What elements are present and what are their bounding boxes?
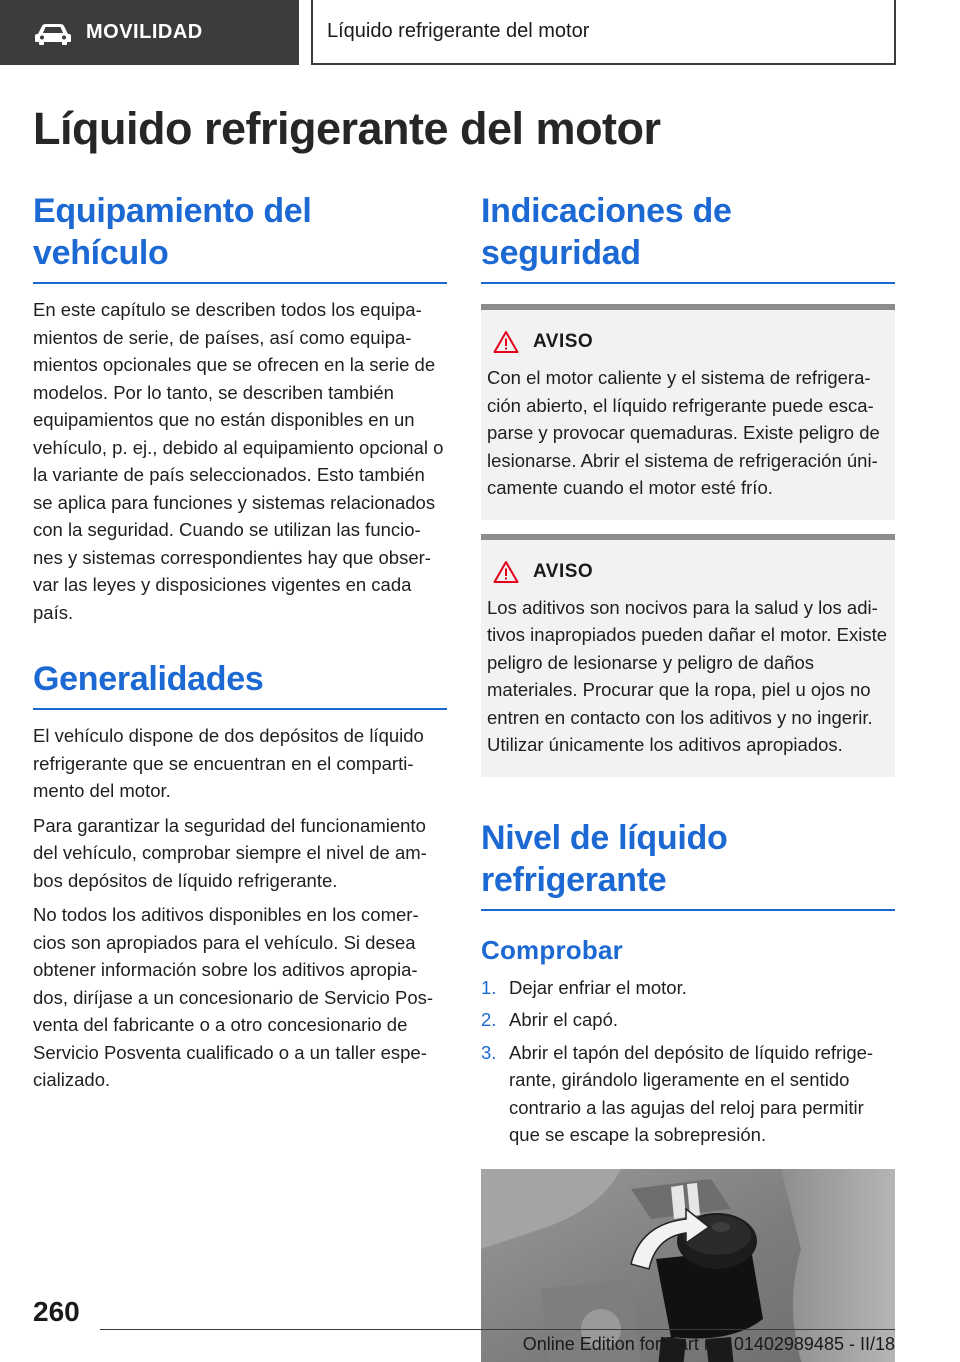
list-item (481, 1039, 895, 1149)
step-text: Abrir el tapón del depósito de líquido refrige-rante, girándolo ligeramente en el sentido contrario a las agujas del reloj para permitir que se escape la sobrepresión. (509, 1041, 874, 1145)
chapter-tab[interactable] (0, 0, 299, 65)
page-number: 260 (33, 1296, 80, 1327)
breadcrumb-label: Líquido refrigerante del motor (327, 20, 590, 42)
step-text: Abrir el capó. (509, 1009, 618, 1030)
page-title: Líquido refrigerante del motor (33, 103, 661, 154)
warning-title: AVISO (533, 331, 594, 352)
coolant-level-heading: Nivel de líquido refrigerante (481, 817, 895, 911)
warning-triangle-icon (493, 560, 519, 584)
equipment-heading: Equipamiento del vehículo (33, 190, 447, 284)
safety-heading: Indicaciones de seguridad (481, 190, 895, 284)
warning-triangle-icon (493, 330, 519, 354)
step-number: 3. (481, 1041, 497, 1063)
check-subheading: Comprobar (481, 934, 623, 965)
general-paragraph-1: El vehículo dispone de dos depósitos de líquido refrigerante que se encuentran en el comparti-mento del motor. (33, 725, 424, 801)
steps-list (481, 974, 895, 1149)
list-item (481, 1006, 895, 1034)
right-column (481, 190, 895, 1362)
warning-text: Con el motor caliente y el sistema de refrigera-ción abierto, el líquido refrigerante puede esca-parse y provocar quemaduras. Existe peligro de lesionarse. Abrir el sistema de refrigeración úni-camente cuando el motor esté frío. (487, 367, 880, 498)
footer-divider (100, 1329, 895, 1330)
car-icon (34, 21, 72, 45)
general-paragraph-3: No todos los aditivos disponibles en los comer-cios son apropiados para el vehículo. Si desea obtener información sobre los aditivos apropia-dos, diríjase a un concesionario de Servicio Pos-venta del fabricante o a otro concesionario de Servicio Posventa cualificado o a un taller espe-cializado. (33, 904, 434, 1090)
breadcrumb (311, 0, 896, 65)
list-item (481, 974, 895, 1002)
edition-note: Online Edition for Part no. 01402989485 - II/18 (522, 1334, 895, 1354)
chapter-tab-label: MOVILIDAD (86, 21, 203, 43)
equipment-text: En este capítulo se describen todos los equipa-mientos de serie, de países, así como equipa-mientos opcionales que se ofrecen en la serie de modelos. Por lo tanto, se describen también equipamientos que no están disponibles en un vehículo, p. ej., debido al equipamiento opcional o la variante de país seleccionados. Esto también se aplica para funciones y sistemas relacionados con la seguridad. Cuando se utilizan las funcio-nes y sistemas correspondientes hay que obser-var las leyes y disposiciones vigentes en cada país. (33, 299, 444, 623)
warning-box (481, 534, 895, 777)
engine-bay-illustration (481, 1169, 895, 1362)
warning-title: AVISO (533, 560, 594, 582)
general-heading: Generalidades (33, 658, 447, 710)
general-paragraph-2: Para garantizar la seguridad del funcionamiento del vehículo, comprobar siempre el nivel de am-bos depósitos de líquido refrigerante. (33, 814, 427, 891)
warning-box (481, 304, 895, 520)
warning-text: Los aditivos son nocivos para la salud y los adi-tivos inapropiados pueden dañar el motor. Existe peligro de lesionarse y peligro de daños materiales. Procurar que la ropa, piel u ojos no entren en contacto con los aditivos y no ingerir. Utilizar únicamente los aditivos apropiados. (487, 596, 888, 755)
coolant-reservoir-photo (481, 1169, 895, 1362)
step-number: 2. (481, 1009, 497, 1030)
step-number: 1. (481, 976, 497, 998)
left-column (33, 190, 447, 1094)
step-text: Dejar enfriar el motor. (509, 976, 687, 998)
